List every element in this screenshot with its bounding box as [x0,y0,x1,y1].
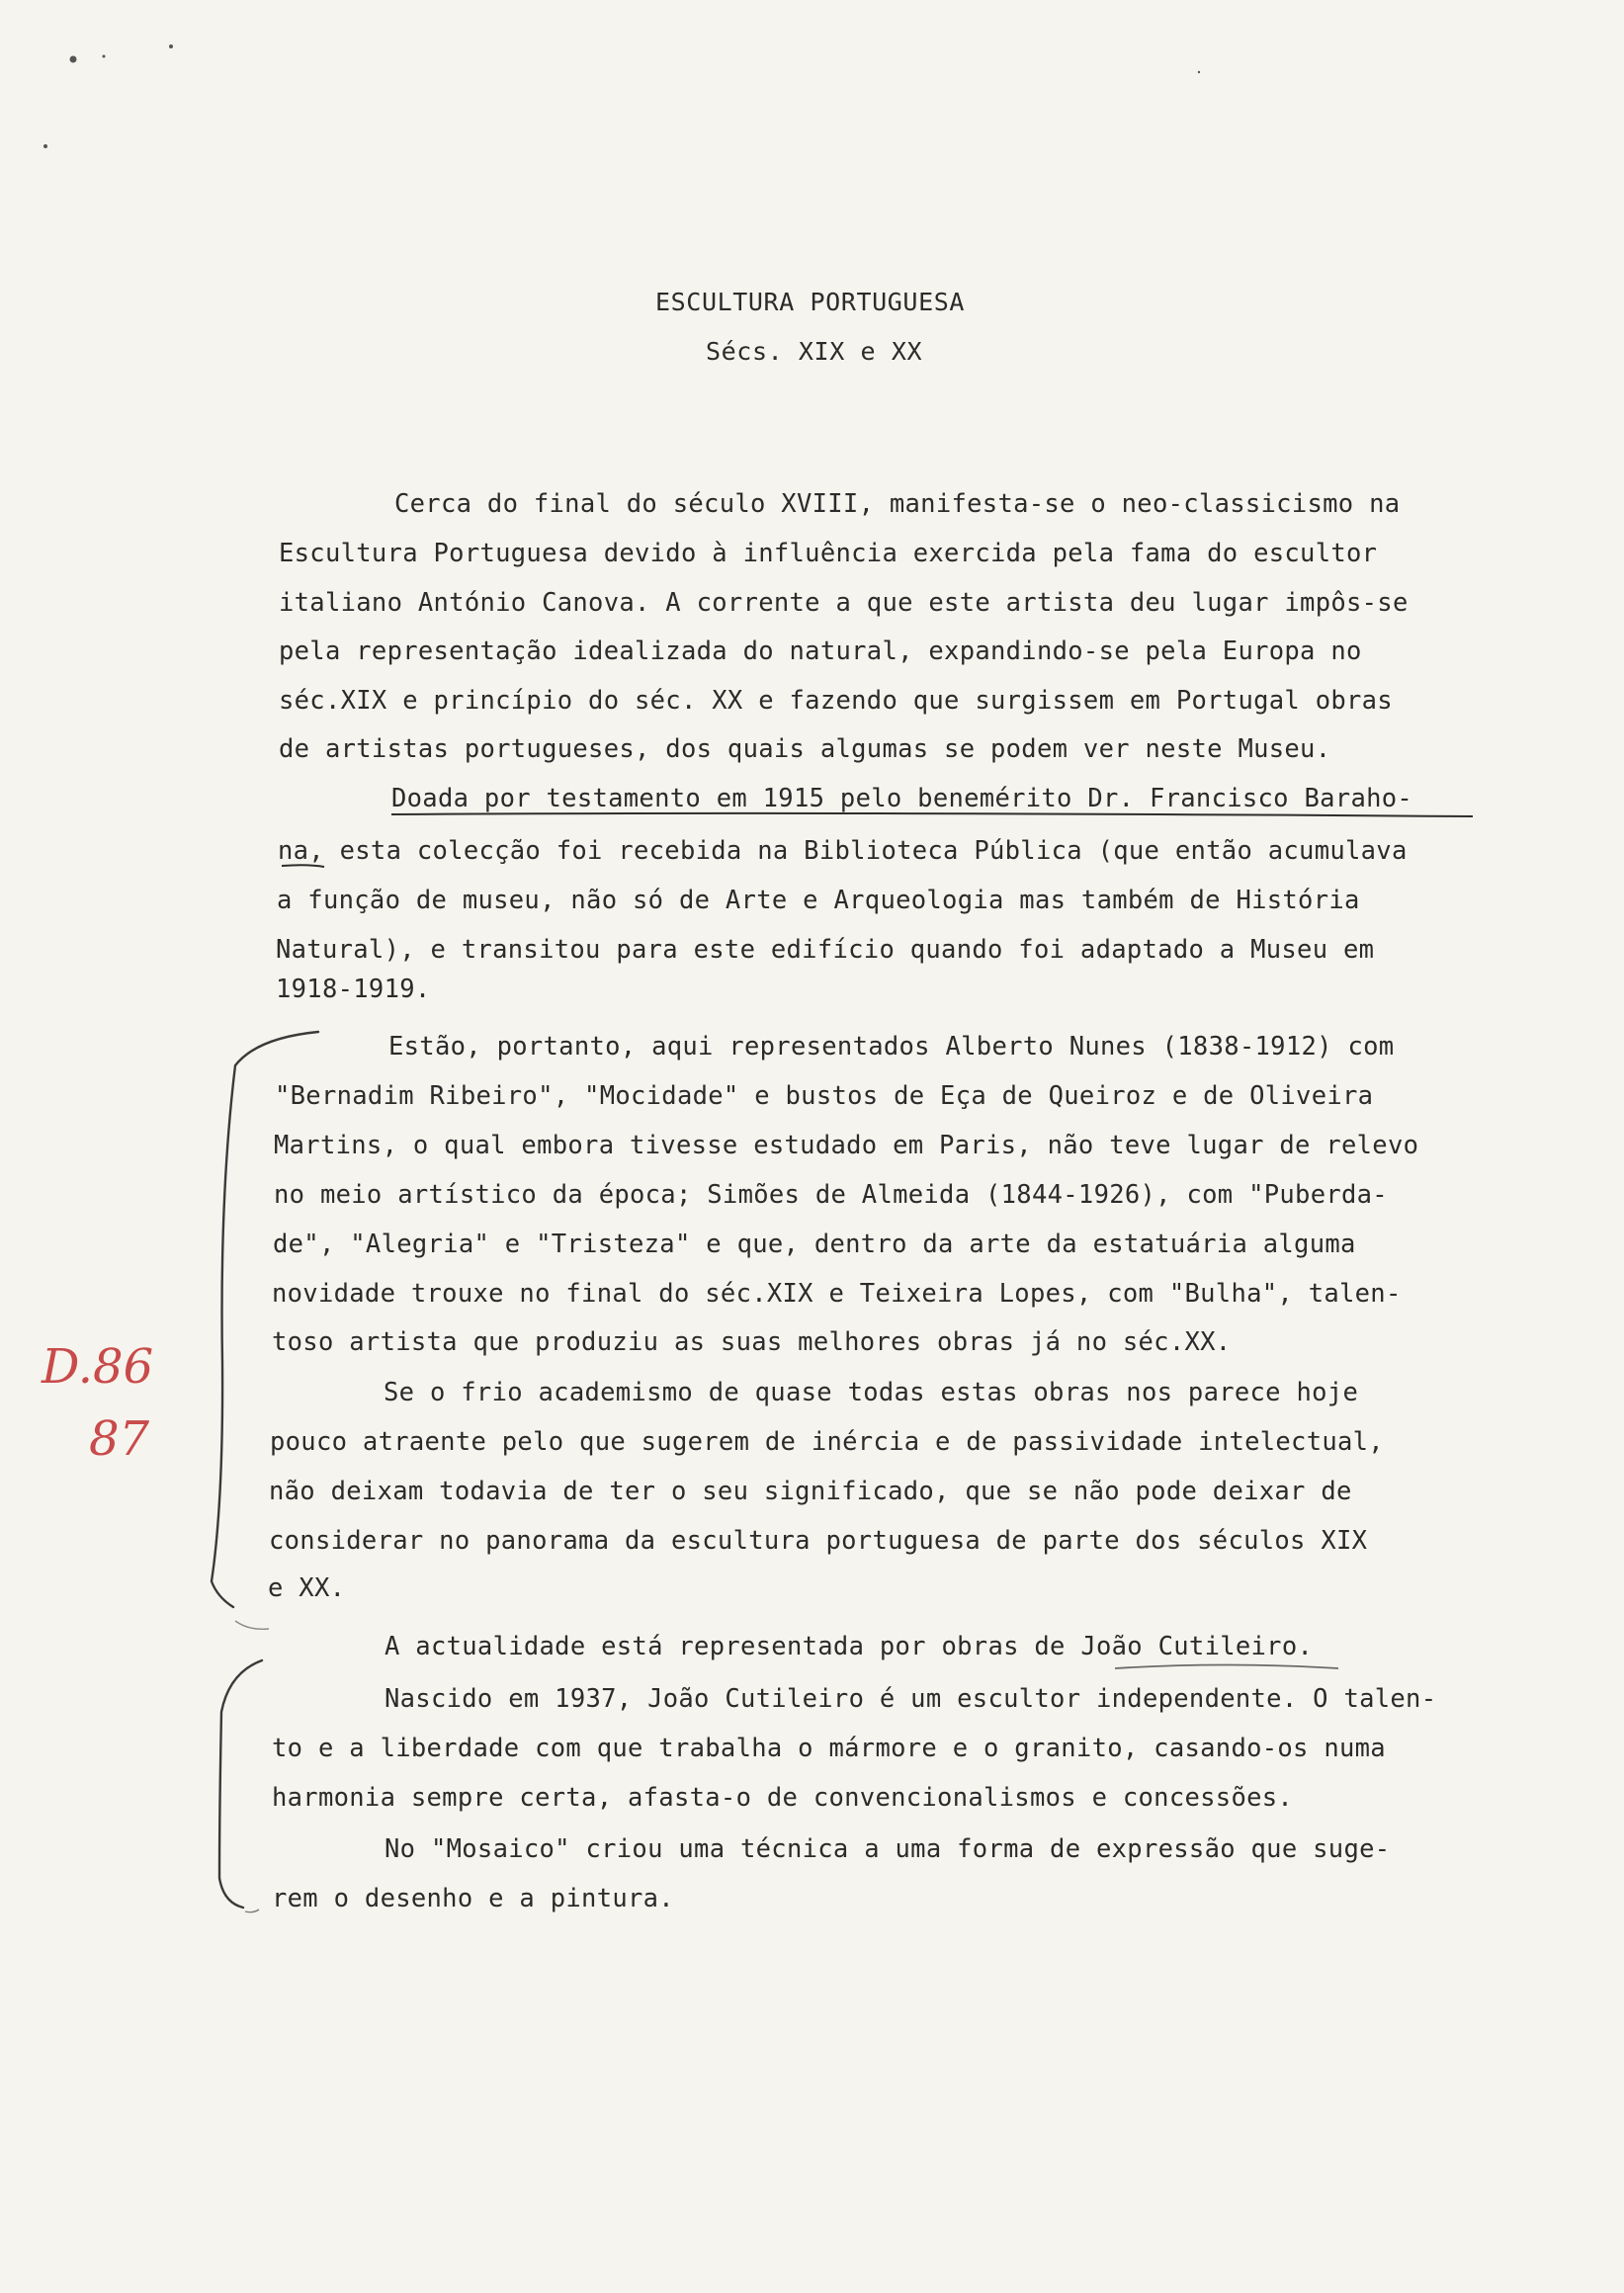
text-line: novidade trouxe no final do séc.XIX e Teixeira Lopes, com "Bulha", talen- [272,1279,1402,1309]
pencil-bracket-lower [219,1660,262,1908]
text-line: séc.XIX e princípio do séc. XX e fazendo que surgissem em Portugal obras [279,686,1393,716]
text-line: italiano António Canova. A corrente a que este artista deu lugar impôs-se [279,588,1409,618]
text-line: pouco atraente pelo que sugerem de inércia e de passividade intelectual, [270,1427,1384,1457]
text-line: e XX. [268,1573,346,1603]
scan-speck [1198,71,1200,73]
document-subtitle: Sécs. XIX e XX [706,337,923,366]
text-line: harmonia sempre certa, afasta-o de convencionalismos e concessões. [272,1783,1294,1813]
text-line: no meio artístico da época; Simões de Almeida (1844-1926), com "Puberda- [274,1180,1388,1210]
text-line: não deixam todavia de ter o seu significado, que se não pode deixar de [269,1477,1352,1506]
text-line: rem o desenho e a pintura. [272,1884,674,1913]
text-line: de", "Alegria" e "Tristeza" e que, dentro da arte da estatuária alguma [273,1230,1356,1259]
underline-joao-cutileiro [1115,1665,1338,1669]
text-line: na, esta colecção foi recebida na Biblioteca Pública (que então acumulava [278,836,1408,866]
scan-speck [70,56,77,63]
scan-speck [103,55,106,58]
document-title: ESCULTURA PORTUGUESA [655,288,966,316]
text-line: Doada por testamento em 1915 pelo benemérito Dr. Francisco Baraho- [391,784,1413,813]
text-line: "Bernadim Ribeiro", "Mocidade" e bustos de Eça de Queiroz e de Oliveira [275,1081,1374,1111]
text-line: to e a liberdade com que trabalha o mármore e o granito, casando-os numa [272,1734,1386,1763]
text-line: Escultura Portuguesa devido à influência exercida pela fama do escultor [279,539,1378,568]
pencil-bracket-upper-tail [235,1621,269,1629]
text-line: Estão, portanto, aqui representados Alberto Nunes (1838-1912) com [388,1032,1395,1062]
pencil-bracket-lower-tail [245,1910,259,1912]
text-line: A actualidade está representada por obras de João Cutileiro. [385,1632,1314,1661]
text-line: Nascido em 1937, João Cutileiro é um escultor independente. O talen- [385,1684,1437,1714]
text-line: Se o frio academismo de quase todas estas obras nos parece hoje [384,1378,1359,1407]
scan-speck [43,144,47,148]
text-line: Cerca do final do século XVIII, manifesta-se o neo-classicismo na [394,489,1401,519]
text-line: toso artista que produziu as suas melhores obras já no séc.XX. [272,1327,1232,1357]
text-line: Martins, o qual embora tivesse estudado em Paris, não teve lugar de relevo [274,1131,1419,1160]
text-line: No "Mosaico" criou uma técnica a uma forma de expressão que suge- [385,1834,1391,1864]
text-line: pela representação idealizada do natural, expandindo-se pela Europa no [279,637,1362,666]
margin-note-line-1: D.86 [42,1339,154,1395]
scan-speck [169,44,173,48]
margin-note-line-2: 87 [89,1411,150,1467]
text-line: considerar no panorama da escultura portuguesa de parte dos séculos XIX [269,1526,1368,1556]
text-line: de artistas portugueses, dos quais algumas se podem ver neste Museu. [279,734,1331,764]
text-line: a função de museu, não só de Arte e Arqueologia mas também de História [277,886,1360,915]
text-line: 1918-1919. [276,975,431,1004]
pencil-bracket-upper [212,1032,318,1607]
text-line: Natural), e transitou para este edifício quando foi adaptado a Museu em [276,935,1375,965]
